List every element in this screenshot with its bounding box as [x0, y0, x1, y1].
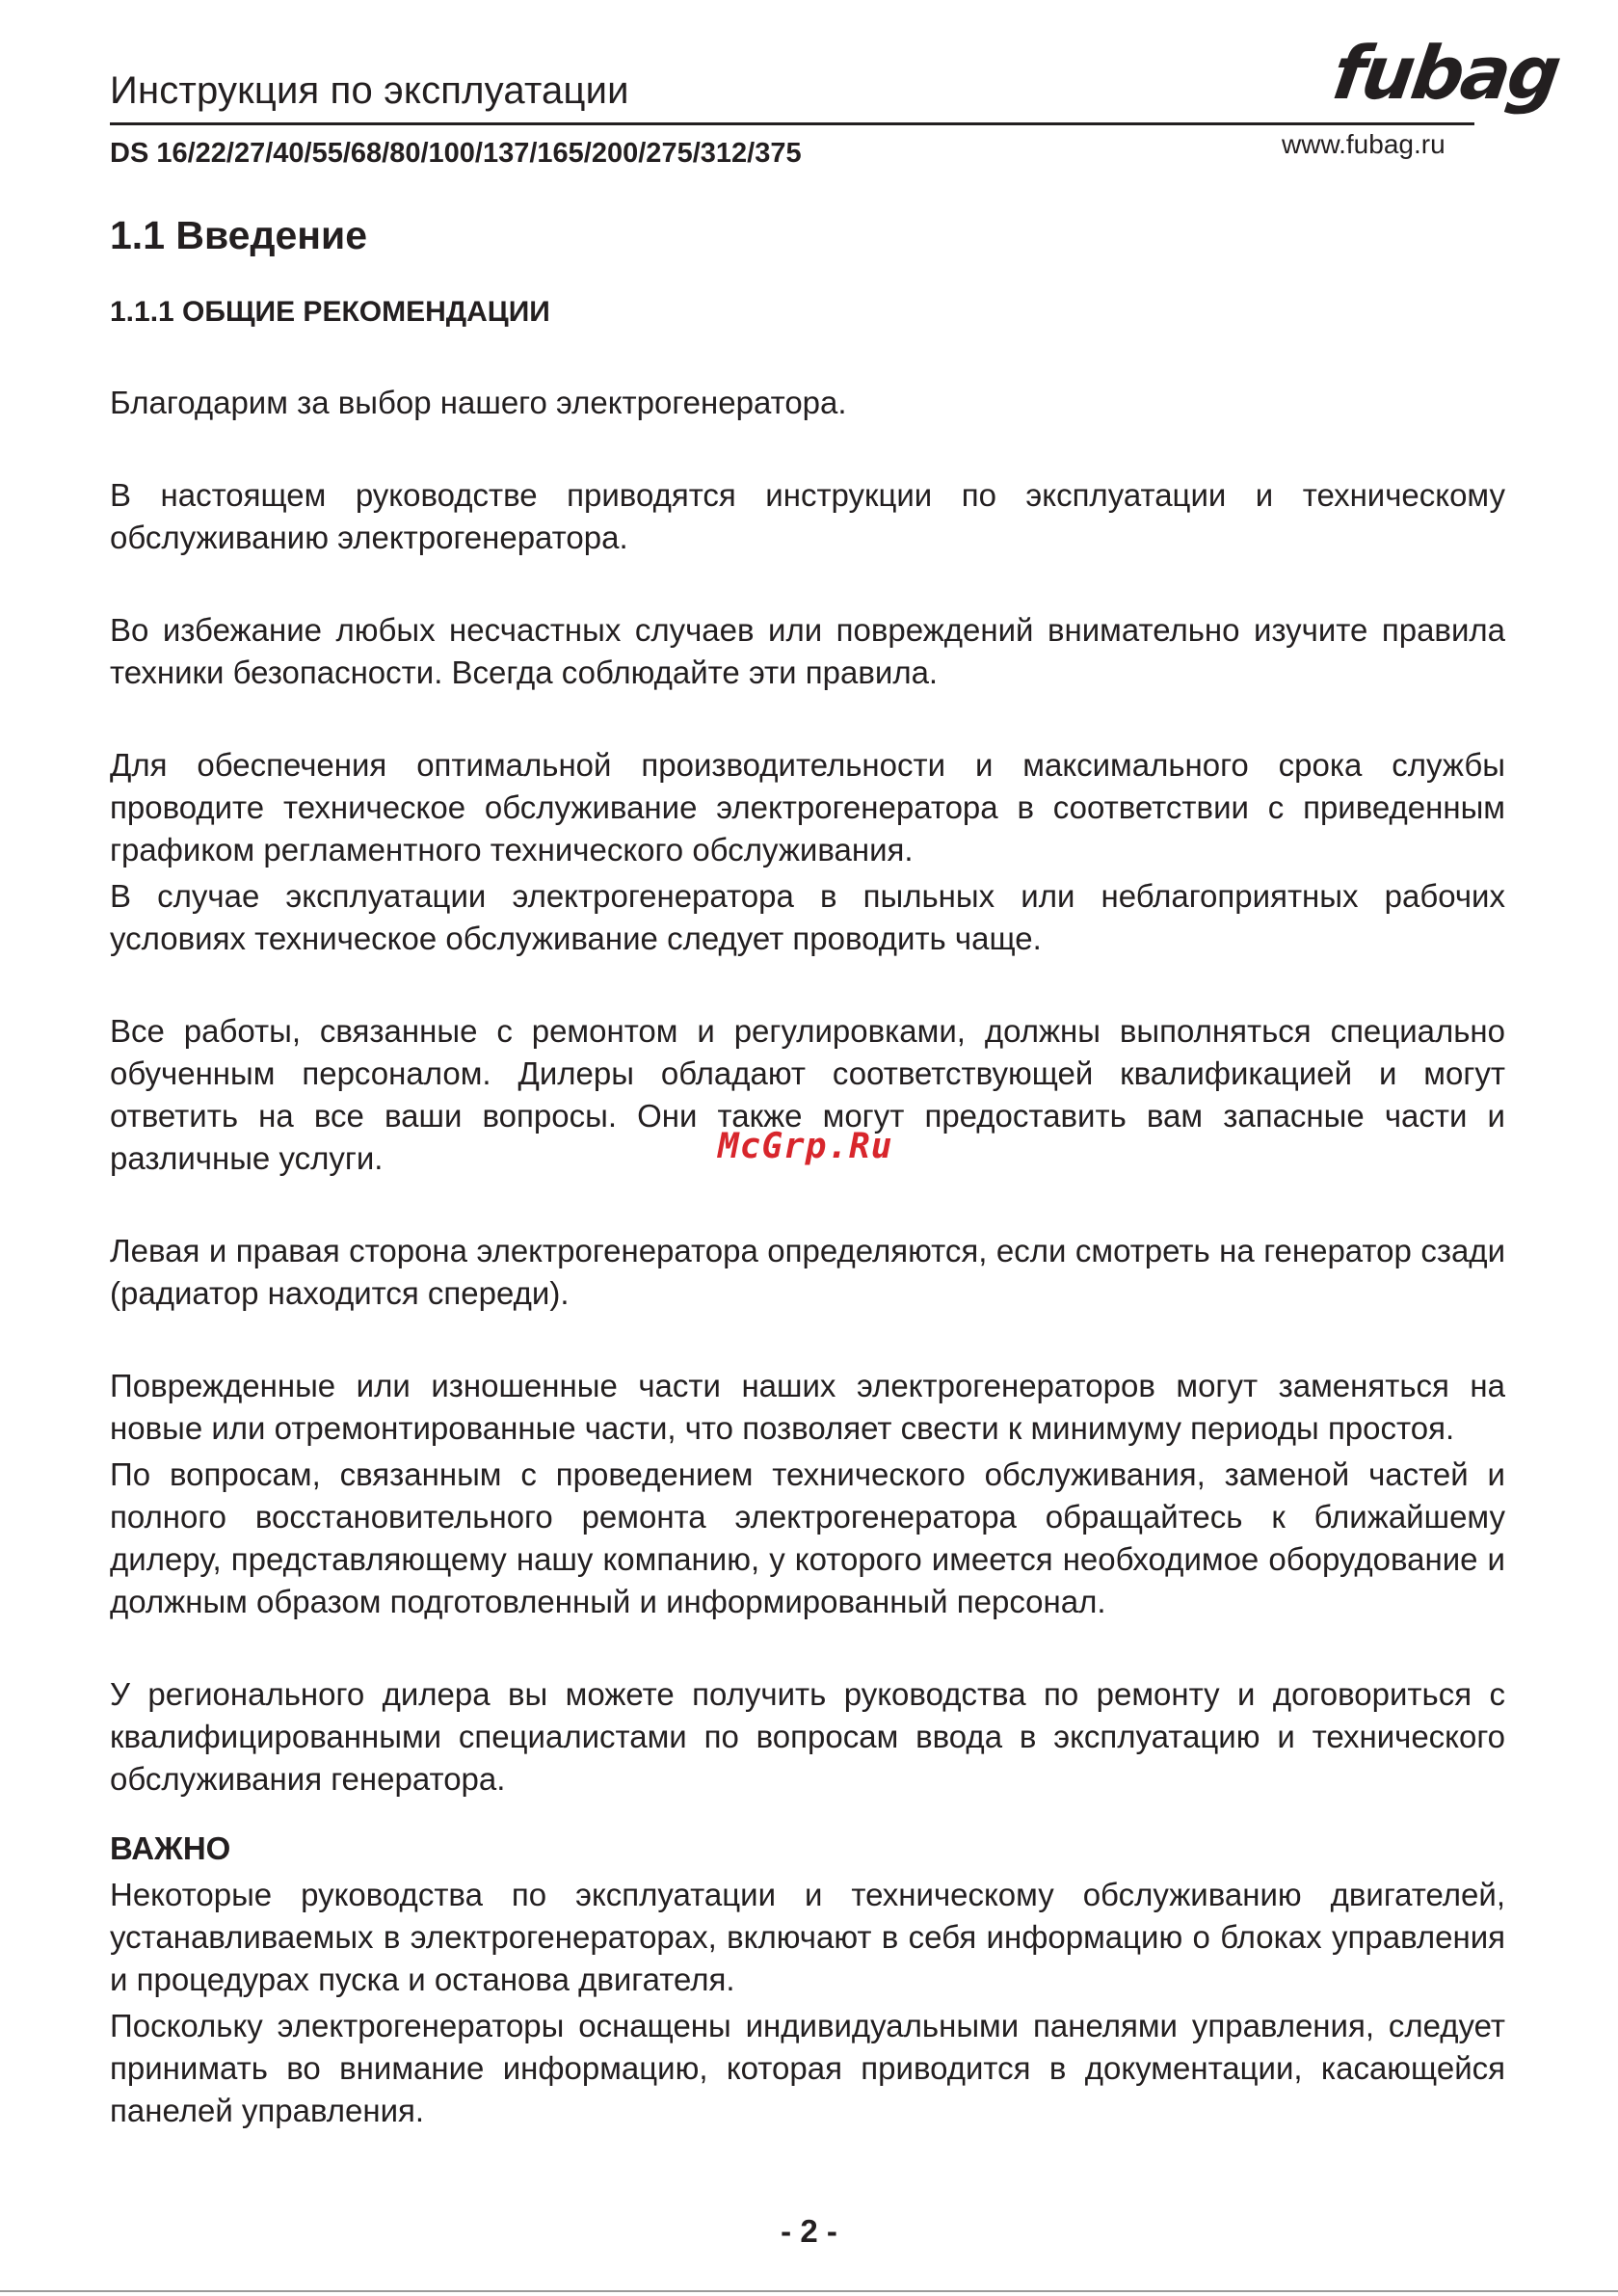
website-url: www.fubag.ru: [1282, 129, 1446, 159]
header-title: Инструкция по эксплуатации: [110, 69, 629, 112]
important-label: ВАЖНО: [110, 1830, 231, 1866]
header-rule: [110, 122, 1474, 125]
paragraph: Во избежание любых несчастных случаев или повреждений внимательно изучите правила техники безопасности. Всегда соблюдайте эти правила.: [110, 612, 1505, 690]
paragraph: По вопросам, связанным с проведением технического обслуживания, заменой частей и полного восстановительного ремонта электрогенератора обращайтесь к ближайшему дилеру, представляющему нашу компанию, у которого имеется необходимое оборудование и должным образом подготовленный и информированный персонал.: [110, 1456, 1505, 1619]
important-paragraph: Поскольку электрогенераторы оснащены индивидуальными панелями управления, следует принимать во внимание информацию, которая приводится в документации, касающейся панелей управления.: [110, 2008, 1505, 2128]
paragraph: Благодарим за выбор нашего электрогенератора.: [110, 385, 847, 420]
section-heading: 1.1 Введение: [110, 213, 368, 257]
page-content: [110, 210, 1505, 2132]
paragraph: Для обеспечения оптимальной производительности и максимального срока службы проводите техническое обслуживание электрогенератора в соответствии с приведенным графиком регламентного технического обслуживания.: [110, 747, 1505, 868]
brand-logo: fubag: [1327, 30, 1564, 116]
paragraph: Поврежденные или изношенные части наших электрогенераторов могут заменяться на новые или отремонтированные части, что позволяет свести к минимуму периоды простоя.: [110, 1368, 1505, 1446]
bottom-rule: [0, 2290, 1618, 2292]
page-number: - 2 -: [781, 2213, 837, 2249]
model-list: DS 16/22/27/40/55/68/80/100/137/165/200/275/312/375: [110, 138, 802, 169]
watermark: McGrp.Ru: [718, 1127, 893, 1166]
paragraph: Левая и правая сторона электрогенератора определяются, если смотреть на генератор сзади (радиатор находится спереди).: [110, 1233, 1505, 1311]
important-paragraph: Некоторые руководства по эксплуатации и техническому обслуживанию двигателей, устанавливаемых в электрогенераторах, включают в себя информацию о блоках управления и процедурах пуска и останова двигателя.: [110, 1877, 1505, 1997]
paragraph: Все работы, связанные с ремонтом и регулировками, должны выполняться специально обученным персоналом. Дилеры обладают соответствующей квалификацией и могут ответить на все ваши вопросы. Они также могут предоставить вам запасные части и различные услуги.: [110, 1013, 1505, 1176]
paragraph: В настоящем руководстве приводятся инструкции по эксплуатации и техническому обслуживанию электрогенератора.: [110, 477, 1505, 555]
paragraph: В случае эксплуатации электрогенератора в пыльных или неблагоприятных рабочих условиях техническое обслуживание следует проводить чаще.: [110, 878, 1505, 956]
paragraph: У регионального дилера вы можете получить руководства по ремонту и договориться с квалифицированными специалистами по вопросам ввода в эксплуатацию и технического обслуживания генератора.: [110, 1676, 1505, 1797]
subsection-heading: 1.1.1 ОБЩИЕ РЕКОМЕНДАЦИИ: [110, 296, 550, 328]
